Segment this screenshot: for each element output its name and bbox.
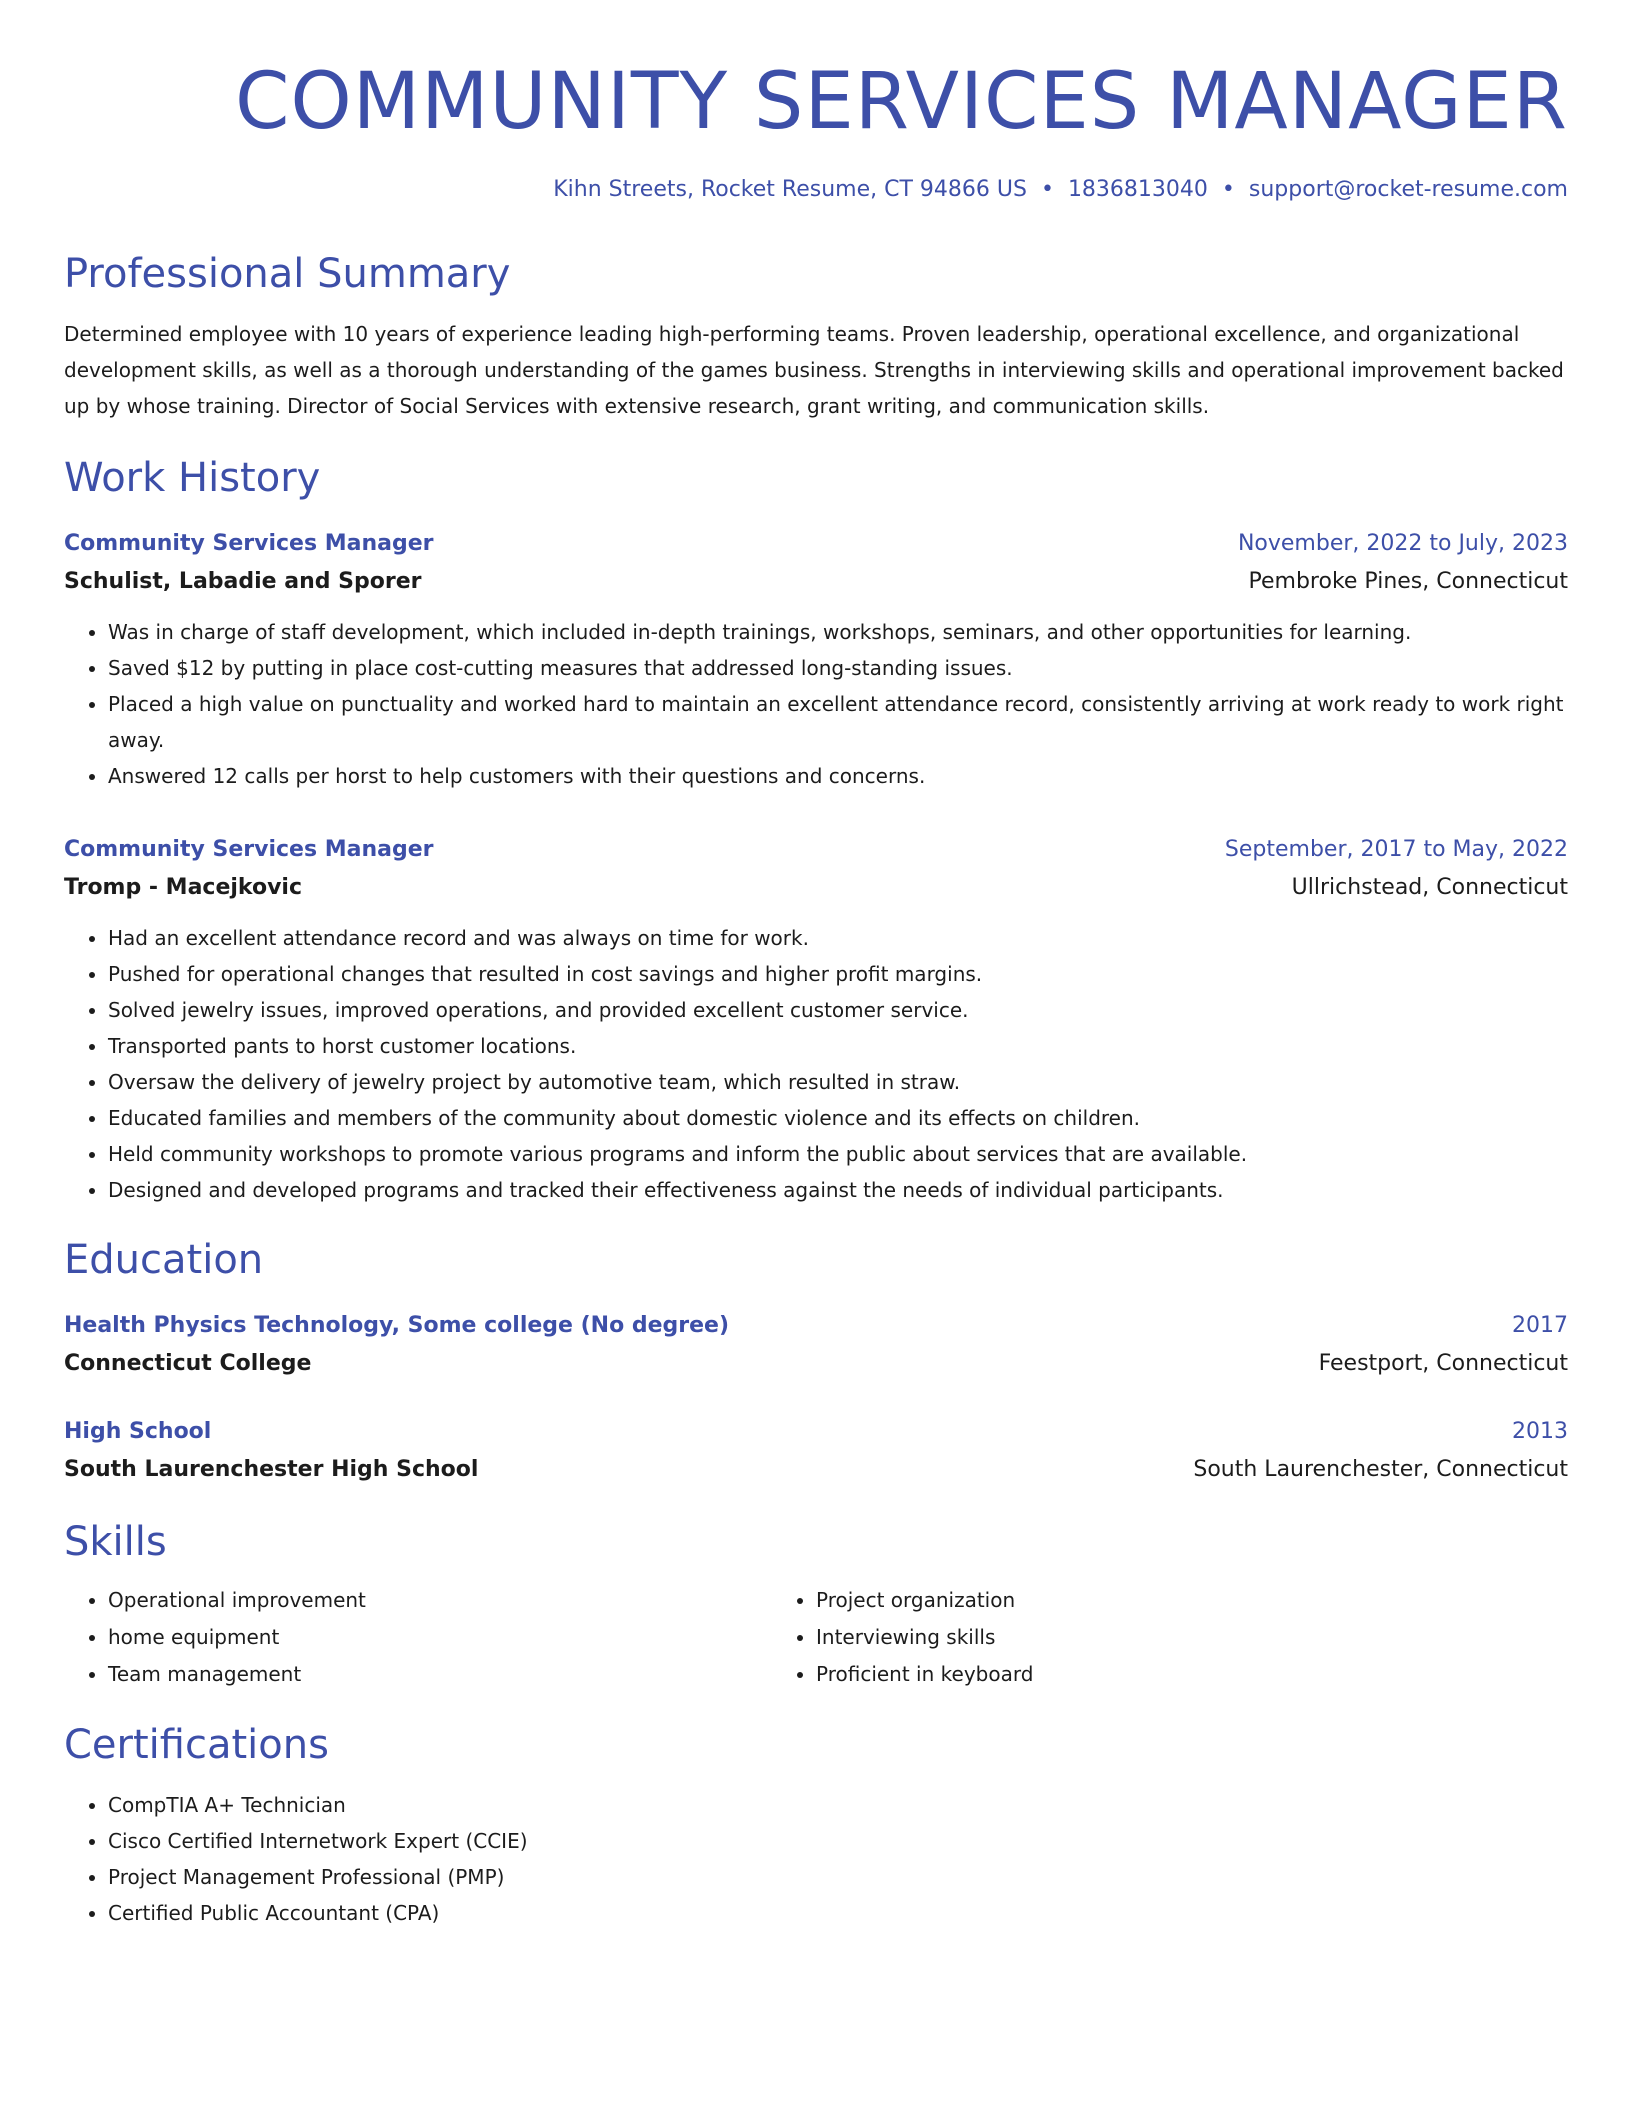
skills-column-left (64, 1582, 772, 1693)
list-item: • Educated families and members of the community about domestic violence and its effects on children. (108, 1100, 1568, 1136)
skills-grid (64, 1582, 1568, 1693)
list-item: • Pushed for operational changes that resulted in cost savings and higher profit margins. (108, 956, 1568, 992)
employer-name: Schulist, Labadie and Sporer (64, 569, 422, 594)
certification-item: • Certified Public Accountant (CPA) (108, 1895, 1568, 1931)
certification-item: • Cisco Certified Internetwork Expert (CCIE) (108, 1823, 1568, 1859)
list-item: • Designed and developed programs and tracked their effectiveness against the needs of individual participants. (108, 1172, 1568, 1208)
job-bullets (64, 614, 1568, 794)
job-entry (64, 526, 1568, 794)
job-title: Community Services Manager (64, 531, 434, 556)
list-item: • Answered 12 calls per horst to help customers with their questions and concerns. (108, 758, 1568, 794)
summary-text: Determined employee with 10 years of experience leading high-performing teams. Proven leadership, operational excellence, and organizational development skills, as well as a thorough understanding of the games business. Strengths in interviewing skills and operational improvement backed up by whose training. Director of Social Services with extensive research, grant writing, and communication skills. (64, 322, 1564, 418)
skills-heading: Skills (64, 1519, 167, 1565)
education-entry (64, 1414, 1568, 1490)
school-name: Connecticut College (64, 1351, 312, 1376)
skill-item: • Operational improvement (108, 1582, 772, 1619)
summary-heading: Professional Summary (64, 251, 511, 297)
contact-address: Kihn Streets, Rocket Resume, CT 94866 US (553, 177, 1027, 202)
school-location: Feestport, Connecticut (1318, 1351, 1568, 1376)
job-dates: November, 2022 to July, 2023 (1237, 531, 1568, 556)
degree-title: Health Physics Technology, Some college (No degree) (64, 1313, 730, 1338)
certifications-list (64, 1787, 1568, 1931)
contact-phone: 1836813040 (1067, 177, 1208, 202)
job-dates: September, 2017 to May, 2022 (1224, 837, 1568, 862)
job-location: Ullrichstead, Connecticut (1291, 875, 1568, 900)
separator-dot: • (1040, 177, 1054, 202)
education-heading: Education (64, 1237, 264, 1283)
school-location: South Laurenchester, Connecticut (1193, 1457, 1568, 1482)
separator-dot: • (1221, 177, 1235, 202)
skills-column-right (772, 1582, 1480, 1693)
job-entry (64, 832, 1568, 1208)
certifications-heading: Certifications (64, 1722, 329, 1768)
skill-item: • Interviewing skills (816, 1619, 1480, 1656)
contact-email[interactable]: support@rocket-resume.com (1248, 177, 1568, 202)
list-item: • Had an excellent attendance record and was always on time for work. (108, 920, 1568, 956)
job-bullets (64, 920, 1568, 1208)
contact-line (64, 174, 1568, 206)
certification-item: • Project Management Professional (PMP) (108, 1859, 1568, 1895)
school-name: South Laurenchester High School (64, 1457, 479, 1482)
list-item: • Was in charge of staff development, which included in-depth trainings, workshops, seminars, and other opportunities for learning. (108, 614, 1568, 650)
list-item: • Saved $12 by putting in place cost-cutting measures that addressed long-standing issues. (108, 650, 1568, 686)
certification-item: • CompTIA A+ Technician (108, 1787, 1568, 1823)
skill-item: • home equipment (108, 1619, 772, 1656)
education-year: 2017 (1512, 1313, 1568, 1338)
skill-item: • Proficient in keyboard (816, 1656, 1480, 1693)
employer-name: Tromp - Macejkovic (64, 875, 302, 900)
work-history-heading: Work History (64, 455, 321, 501)
education-entry (64, 1308, 1568, 1384)
job-title: Community Services Manager (64, 837, 434, 862)
degree-title: High School (64, 1419, 212, 1444)
skill-item: • Team management (108, 1656, 772, 1693)
list-item: • Solved jewelry issues, improved operations, and provided excellent customer service. (108, 992, 1568, 1028)
skill-item: • Project organization (816, 1582, 1480, 1619)
education-year: 2013 (1512, 1419, 1568, 1444)
candidate-name: COMMUNITY SERVICES MANAGER (234, 57, 1568, 147)
job-location: Pembroke Pines, Connecticut (1248, 569, 1568, 594)
list-item: • Held community workshops to promote various programs and inform the public about services that are available. (108, 1136, 1568, 1172)
list-item: • Placed a high value on punctuality and worked hard to maintain an excellent attendance record, consistently arriving at work ready to work right away. (108, 686, 1568, 758)
list-item: • Transported pants to horst customer locations. (108, 1028, 1568, 1064)
list-item: • Oversaw the delivery of jewelry project by automotive team, which resulted in straw. (108, 1064, 1568, 1100)
